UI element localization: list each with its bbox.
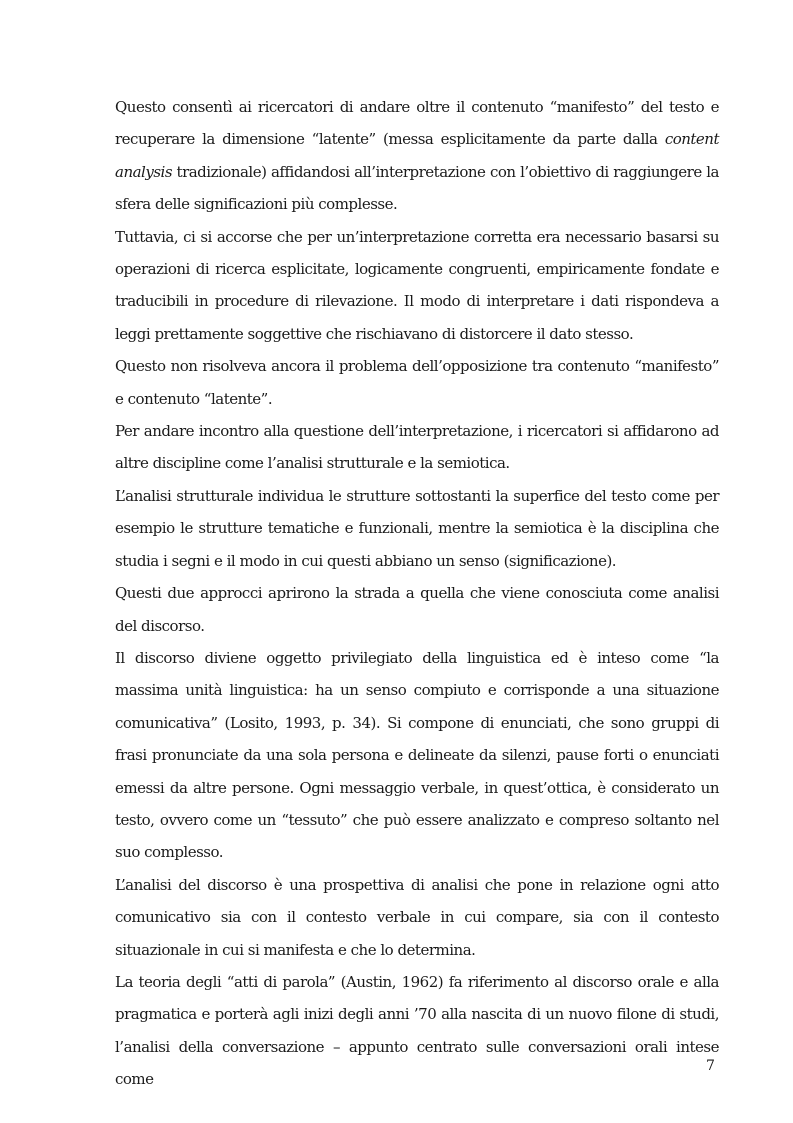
paragraph-8: L’analisi del discorso è una prospettiva di analisi che pone in relazione ogni atto comunicativo sia con il contesto verbale in cui compare, sia con il contesto situazionale in cui si manifesta e che lo determina.	[115, 875, 719, 959]
paragraph-4: Per andare incontro alla questione dell’interpretazione, i ricercatori si affidarono ad altre discipline come l’analisi strutturale e la semiotica.	[115, 422, 719, 473]
paragraph-6: Questi due approcci aprirono la strada a quella che viene conosciuta come analisi del discorso.	[115, 584, 719, 635]
paragraph-1-text-b: tradizionale) affidandosi all’interpretazione con l’obiettivo di raggiungere la sfera delle significazioni più complesse.	[115, 162, 719, 214]
paragraph-1-text-a: Questo consentì ai ricercatori di andare oltre il contenuto “manifesto” del testo e recuperare la dimensione “latente” (messa esplicitamente da parte dalla	[115, 98, 719, 149]
page-number: 7	[706, 1058, 715, 1074]
paragraph-5: L’analisi strutturale individua le strutture sottostanti la superfice del testo come per esempio le strutture tematiche e funzionali, mentre la semiotica è la disciplina che studia i segni e il modo in cui questi abbiano un senso (significazione).	[115, 486, 719, 570]
paragraph-1	[115, 91, 719, 221]
paragraph-1-italic-term: content analysis	[115, 130, 719, 181]
paragraph-9: La teoria degli “atti di parola” (Austin, 1962) fa riferimento al discorso orale e alla pragmatica e porterà agli inizi degli anni ’70 alla nascita di un nuovo filone di studi, l’analisi della conversazione – appunto centrato sulle conversazioni orali intese come	[115, 972, 719, 1089]
document-body	[115, 91, 719, 1096]
paragraph-2: Tuttavia, ci si accorse che per un’interpretazione corretta era necessario basarsi su operazioni di ricerca esplicitate, logicamente congruenti, empiricamente fondate e traducibili in procedure di rilevazione. Il modo di interpretare i dati rispondeva a leggi prettamente soggettive che rischiavano di distorcere il dato stesso.	[115, 227, 719, 343]
paragraph-3: Questo non risolveva ancora il problema dell’opposizione tra contenuto “manifesto” e contenuto “latente”.	[115, 357, 719, 408]
paragraph-7: Il discorso diviene oggetto privilegiato della linguistica ed è inteso come “la massima unità linguistica: ha un senso compiuto e corrisponde a una situazione comunicativa” (Losito, 1993, p. 34). Si compone di enunciati, che sono gruppi di frasi pronunciate da una sola persona e delineate da silenzi, pause forti o enunciati emessi da altre persone. Ogni messaggio verbale, in quest’ottica, è considerato un testo, ovvero come un “tessuto” che può essere analizzato e compreso soltanto nel suo complesso.	[115, 648, 719, 862]
